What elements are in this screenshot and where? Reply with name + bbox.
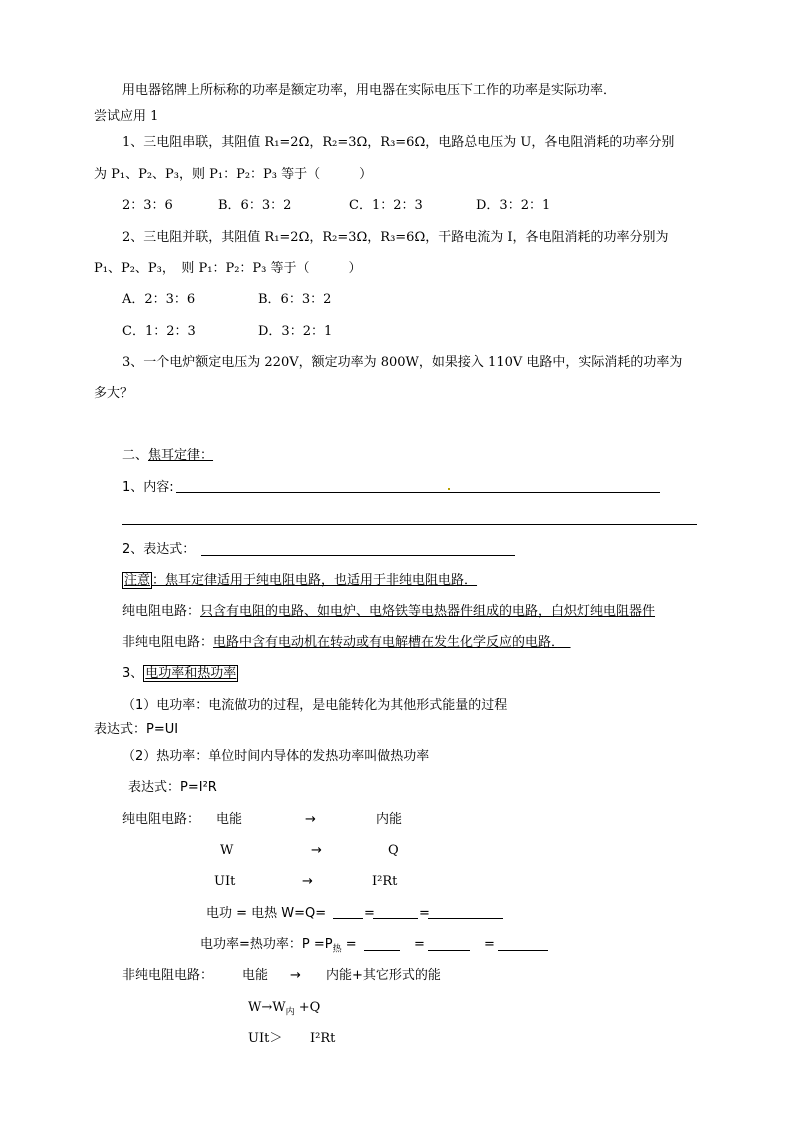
power-eq-sub: 热 [332,944,342,955]
heat-power-definition: （2）热功率：单位时间内导体的发热功率叫做热功率 [122,749,430,764]
q2-line2: P₁、P₂、P₃， 则 P₁：P₂：P₃ 等于（ ） [94,261,362,276]
pure-resistance-definition [122,603,655,621]
content-blank-line-2 [122,524,697,525]
intro-text: 用电器铭牌上所标称的功率是额定功率，用电器在实际电压下工作的功率是实际功率． [122,83,617,98]
pure-row2-from: W [220,843,234,858]
power-eq-text: 电功率=热功率：P =P [200,937,333,952]
note-label: 注意 [124,573,151,588]
q2-line1: 2、三电阻并联，其阻值 R₁=2Ω，R₂=3Ω，R₃=6Ω，干路电流为 I，各电阻消耗的功率分别为 [122,230,669,245]
expression-label: 2、表达式： [122,542,196,557]
section2-title: 焦耳定律： [148,448,214,463]
power-blank-1 [364,950,400,951]
q3-line2: 多大？ [94,386,134,401]
work-equation: 电功 = 电热 W=Q= [206,906,327,921]
pure-row1-to: 内能 [376,812,403,827]
pure-row3-from: UIt [214,874,236,889]
pure-row1-from: 电能 [216,812,243,827]
nonpure-row3-from: UIt＞ [248,1031,283,1046]
equals-sign: = [364,906,375,921]
nonpure-row1-to: 内能+其它形式的能 [326,968,441,983]
note-line [122,572,477,590]
nonpure-label: 非纯电阻电路： [122,635,214,650]
try-heading: 尝试应用 1 [94,109,159,124]
work-blank-2 [373,918,418,919]
nonpure-circuit-label: 非纯电阻电路： [122,968,214,983]
arrow-icon: → [290,968,301,983]
nonpure-text: 电路中含有电动机在转动或有电解槽在发生化学反应的电路． [213,635,558,650]
work-blank-3 [428,918,503,919]
arrow-icon: → [305,812,316,827]
q1-option-b: B．6：3：2 [218,198,292,213]
nonpure-resistance-definition [122,634,571,652]
content-blank-line [176,492,660,493]
equals-sign: = [414,937,425,952]
power-blank-3 [498,950,548,951]
item3-heading [122,665,238,683]
power-equation: 电功率=热功率：$P =P_热$ = [200,937,357,955]
pure-row3-to: I²Rt [372,874,398,889]
stray-dot [448,488,450,490]
q2-option-d: D．3：2：1 [258,324,333,339]
pure-label: 纯电阻电路： [122,604,201,619]
nonpure-row2-main: W→W [248,1000,286,1015]
arrow-icon: → [311,843,322,858]
equals-sign: = [419,906,430,921]
q1-line1: 1、三电阻串联，其阻值 R₁=2Ω，R₂=3Ω，R₃=6Ω，电路总电压为 U，各电阻消耗的功率分别 [122,135,675,150]
q2-option-b: B．6：3：2 [258,292,332,307]
q2-option-a: A．2：3：6 [122,292,196,307]
item3-prefix: 3、 [122,666,144,681]
nonpure-row2-sub: 内 [285,1007,295,1018]
expression-blank-line [201,555,515,556]
content-label: 1、内容: [122,480,174,495]
equals-sign: = [484,937,495,952]
nonpure-row2 [248,999,320,1017]
q2-option-c: C．1：2：3 [122,324,196,339]
q1-option-d: D．3：2：1 [476,198,551,213]
q1-option-a: 2：3：6 [122,198,173,213]
q1-line2: 为 P₁、P₂、P₃，则 P₁：P₂：P₃ 等于（ ） [94,167,373,182]
nonpure-row1-from: 电能 [242,968,269,983]
heat-power-expression: 表达式：P=I²R [128,780,217,795]
arrow-icon: → [302,874,313,889]
q3-line1: 3、一个电炉额定电压为 220V，额定功率为 800W，如果接入 110V 电路中，实际消耗的功率为 [122,355,683,370]
section2-heading [122,447,213,465]
work-blank-1 [333,918,363,919]
electric-power-expression: 表达式：P=UI [94,722,179,737]
power-blank-2 [428,950,470,951]
section2-prefix: 二、 [122,448,149,463]
q1-option-c: C．1：2：3 [349,198,423,213]
nonpure-row2-tail: +Q [298,1000,321,1015]
pure-row2-to: Q [388,843,399,858]
item3-title: 电功率和热功率 [145,666,237,681]
pure-circuit-label: 纯电阻电路： [122,812,201,827]
pure-text: 只含有电阻的电路、如电炉、电烙铁等电热器件组成的电路，白炽灯纯电阻器件 [200,604,656,619]
nonpure-row3-to: I²Rt [310,1031,336,1046]
electric-power-definition: （1）电功率：电流做功的过程，是电能转化为其他形式能量的过程 [122,698,508,713]
note-text: ：焦耳定律适用于纯电阻电路，也适用于非纯电阻电路． [152,573,478,588]
